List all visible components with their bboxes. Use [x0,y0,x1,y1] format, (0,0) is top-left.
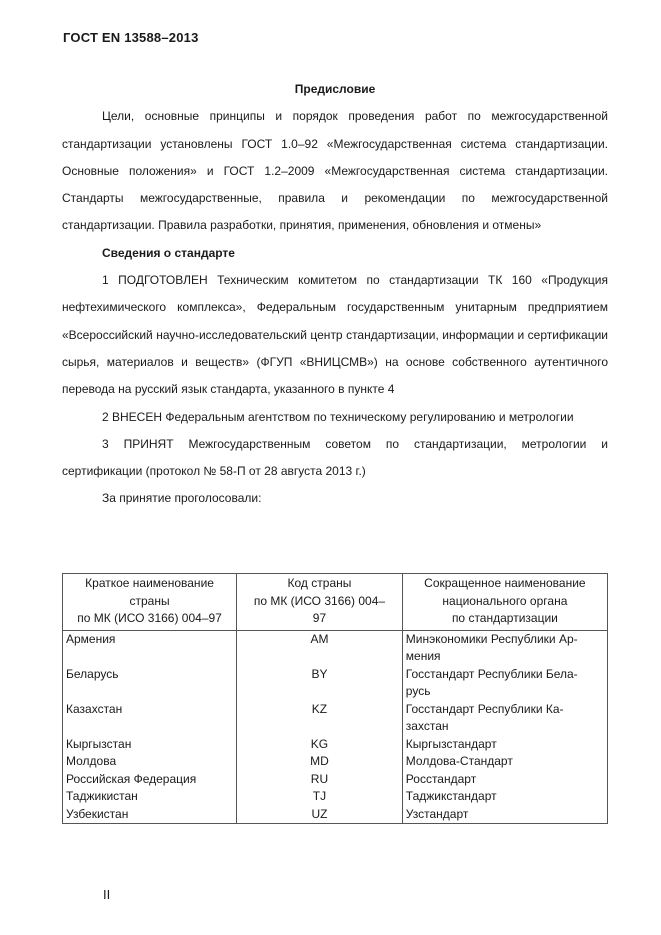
national-body: Госстандарт Республики Бела- русь [402,666,607,701]
table-row [63,753,608,771]
national-body: Молдова-Стандарт [402,753,607,771]
table-row [63,736,608,754]
header-country-name: Краткое наименование страны по МК (ИСО 3166) 004–97 [63,574,237,631]
document-body [62,76,608,513]
table-row [63,630,608,666]
country-code: UZ [237,806,403,824]
preface-title: Предисловие [294,82,376,96]
table-row [63,788,608,806]
country-code: BY [237,666,403,701]
table-header-row [63,574,608,631]
country-name: Таджикистан [63,788,237,806]
country-name: Российская Федерация [63,771,237,789]
national-body: Росстандарт [402,771,607,789]
voted-intro: За принятие проголосовали: [102,491,262,506]
header-country-code: Код страны по МК (ИСО 3166) 004– 97 [237,574,403,631]
national-body: Узстандарт [402,806,607,824]
country-name: Кыргызстан [63,736,237,754]
country-name: Армения [63,630,237,666]
table-row [63,806,608,824]
national-body: Кыргызстандарт [402,736,607,754]
country-code: KG [237,736,403,754]
country-name: Молдова [63,753,237,771]
preface-paragraph: Цели, основные принципы и порядок проведения работ по межгосударственной стандартизации установлены ГОСТ 1.0–92 «Межгосударственная система стандартизации. Основные положения» и ГОСТ 1.2–2009 «Межгосударственная система стандартизации. Стандарты межгосударственные, правила и рекомендации по межгосударственной стандартизации. Правила разработки, принятия, применения, обновления и отмены» [62,109,608,233]
national-body: Таджикстандарт [402,788,607,806]
country-code: RU [237,771,403,789]
header-national-body: Сокращенное наименование национального органа по стандартизации [402,574,607,631]
country-code: MD [237,753,403,771]
country-code: KZ [237,701,403,736]
info-section-title: Сведения о стандарте [102,245,235,260]
info-item-1: 1 ПОДГОТОВЛЕН Техническим комитетом по стандартизации ТК 160 «Продукция нефтехимического комплекса», Федеральным государственным унитарным предприятием «Всероссийский научно-исследовательский центр стандартизации, информации и сертификации сырья, материалов и веществ» (ФГУП «ВНИЦСМВ») на основе собственного аутентичного перевода на русский язык стандарта, указанного в пункте 4 [62,273,608,397]
table-row [63,666,608,701]
country-name: Узбекистан [63,806,237,824]
info-item-3: 3 ПРИНЯТ Межгосударственным советом по стандартизации, метрологии и сертификации (протокол № 58-П от 28 августа 2013 г.) [62,436,608,479]
country-code: AM [237,630,403,666]
country-name: Казахстан [63,701,237,736]
voting-countries-table [62,573,608,824]
info-item-2: 2 ВНЕСЕН Федеральным агентством по техническому регулированию и метрологии [102,409,574,424]
document-code-header: ГОСТ EN 13588–2013 [63,30,199,45]
national-body: Минэкономики Республики Ар- мения [402,630,607,666]
table-row [63,771,608,789]
table-row [63,701,608,736]
country-code: TJ [237,788,403,806]
national-body: Госстандарт Республики Ка- захстан [402,701,607,736]
page-number: II [103,887,111,902]
country-name: Беларусь [63,666,237,701]
